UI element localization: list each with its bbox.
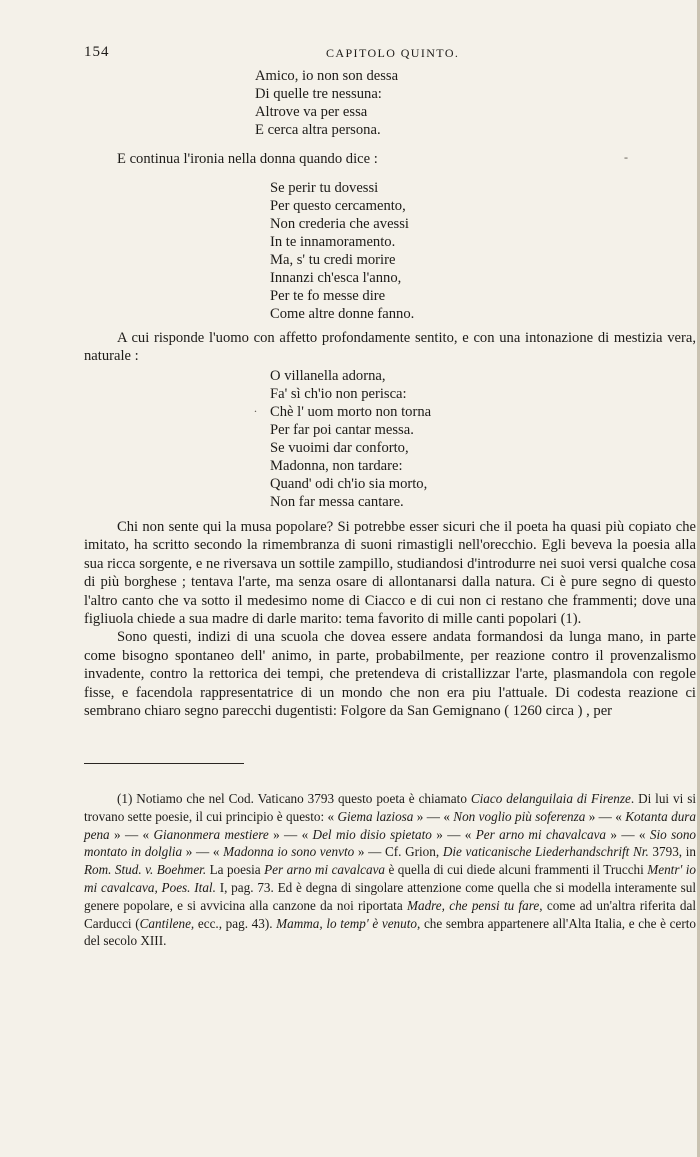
page-header: [84, 44, 696, 64]
intro-paragraph-1: [84, 150, 696, 168]
footnote-text: » — «: [413, 808, 454, 824]
body-paragraph: Chi non sente qui la musa popolare? Si potrebbe esser sicuri che il poeta ha quasi più copiato che imitato, ha scritto secondo la rimembranza di suoni rimastigli nell'orecchio. Egli beveva la poesia alla sua ricca sorgente, e ne riversava un sottile zampillo, studiandosi d'introdurre nei suoi versi qualche cosa di più borghese ; tentava l'arte, ma senza osare di allontanarsi dalla natura. Ci è pure segno di questo l'altro canto che va sotto il medesimo nome di Ciacco e di cui non ci restano che frammenti; dove una figliuola chiede a sua madre di darle marito: tema favorito di mille canti popolari (1).: [84, 519, 696, 628]
footnote-title: Die vaticanische Liederhandschrift Nr.: [442, 844, 649, 860]
footnote-text: , che sembra appartenere all'Alta Italia, e che è certo del secolo XIII.: [84, 915, 696, 949]
verse-line: Per te fo messe dire: [270, 288, 386, 304]
footnote-title: Giema laziosa: [337, 808, 414, 824]
verse-stanza-1: [255, 67, 398, 139]
footnote-title: Per arno mi chavalcava: [475, 826, 607, 842]
page-number: 154: [84, 44, 110, 60]
footnote-title: Madre, che pensi tu fare: [406, 897, 540, 913]
verse-line: Amico, io non son dessa: [255, 68, 399, 84]
verse-line: Per questo cercamento,: [270, 198, 406, 214]
footnote-text: » — «: [585, 808, 626, 824]
verse-line: Per far poi cantar messa.: [270, 422, 414, 438]
verse-line: Non crederia che avessi: [270, 216, 409, 232]
verse-line: Se vuoimi dar conforto,: [270, 440, 409, 456]
footnote-title: Mamma, lo temp' è venuto: [276, 915, 417, 931]
footnote-title: Sio sono montato in dolglia: [84, 826, 697, 860]
intro-paragraph-2: [84, 329, 696, 366]
book-page: [84, 0, 696, 1157]
footnote-title: Ciaco delanguilaia di Firenze: [470, 791, 631, 806]
footnote-text: . Di lui vi si trovano sette poesie, il cui principio è questo: «: [84, 791, 697, 824]
verse-line: Come altre donne fanno.: [270, 306, 415, 322]
footnote-text: » — «: [109, 826, 154, 842]
verse-line: Madonna, non tardare:: [270, 458, 403, 474]
footnote-text: » — «: [606, 826, 650, 842]
footnote-text: I, pag. 73. Ed è degna di singolare attenzione come quella che si modella interamente sul genere popolare, e si avvicina alla canzone da noi riportata: [84, 879, 696, 913]
footnote-text: 3793, in: [648, 844, 696, 860]
footnote-title: Del mio disio spietato: [312, 826, 432, 842]
stray-mark: .: [254, 401, 257, 415]
verse-line: O villanella adorna,: [270, 368, 386, 384]
verse-stanza-3: [270, 367, 431, 511]
footnote-title: Madonna io sono venvto: [223, 844, 355, 860]
footnote-text: , come ad un'altra riferita dal Carducci (: [84, 897, 696, 931]
footnote-title: Per arno mi cavalcava: [264, 862, 386, 878]
footnote-divider: [84, 763, 244, 764]
footnote-title: Gianonmera mestiere: [153, 826, 269, 842]
paragraph-text: E continua l'ironia nella donna quando dice :: [117, 151, 378, 167]
stray-mark: -: [624, 150, 628, 164]
verse-line: Fa' sì ch'io non perisca:: [270, 386, 407, 402]
verse-line: Di quelle tre nessuna:: [255, 86, 382, 102]
footnote-title: Mentr' io mi cavalcava, Poes. Ital.: [84, 862, 697, 895]
verse-line: Quand' odi ch'io sia morto,: [270, 476, 428, 492]
footnote-text: » — Cf. Grion,: [354, 844, 443, 860]
verse-line: Se perir tu dovessi: [270, 180, 379, 196]
footnote-text: » — «: [268, 826, 313, 842]
verse-line: Non far messa cantare.: [270, 494, 404, 510]
footnote-text: (1) Notiamo che nel Cod. Vaticano 3793 questo poeta è chiamato: [117, 791, 471, 806]
footnote-text: » — «: [182, 844, 224, 860]
verse-line: In te innamoramento.: [270, 234, 396, 250]
verse-line: Innanzi ch'esca l'anno,: [270, 270, 402, 286]
footnote: [84, 790, 696, 950]
footnote-title: Non voglio più soferenza: [453, 808, 586, 824]
verse-line: Ma, s' tu credi morire: [270, 252, 396, 268]
verse-line: Altrove va per essa: [255, 104, 368, 120]
verse-stanza-2: [270, 179, 414, 323]
footnote-title: Cantilene,: [139, 915, 195, 931]
footnote-text: ecc., pag. 43).: [194, 915, 277, 931]
footnote-text: » — «: [431, 826, 476, 842]
verse-line: E cerca altra persona.: [255, 122, 381, 138]
verse-line: Chè l' uom morto non torna: [270, 404, 432, 420]
footnote-text: è quella di cui diede alcuni frammenti il Trucchi: [385, 862, 648, 878]
body-text: [84, 518, 696, 720]
running-title: CAPITOLO QUINTO.: [326, 46, 460, 60]
footnote-text: La poesia: [206, 862, 265, 878]
footnote-title: Kotanta dura pena: [84, 808, 697, 842]
paragraph-text: A cui risponde l'uomo con affetto profondamente sentito, e con una intonazione di mestizia vera, naturale :: [84, 330, 696, 365]
footnote-title: Rom. Stud. v. Boehmer.: [84, 862, 207, 878]
body-paragraph: Sono questi, indizi di una scuola che dovea essere andata formandosi da lunga mano, in parte come bisogno spontaneo dell' animo, in parte, probabilmente, per reazione contro il provenzalismo invadente, contro la rettorica dei tempi, che pretendeva di cristallizzar l'arte, plasmandola con regole fisse, e facendola rappresentatrice di un mondo che non era piu l'attuale. Di codesta reazione ci sembrano chiaro segno parecchi dugentisti: Folgore da San Gemignano ( 1260 circa ) , per: [84, 629, 696, 720]
